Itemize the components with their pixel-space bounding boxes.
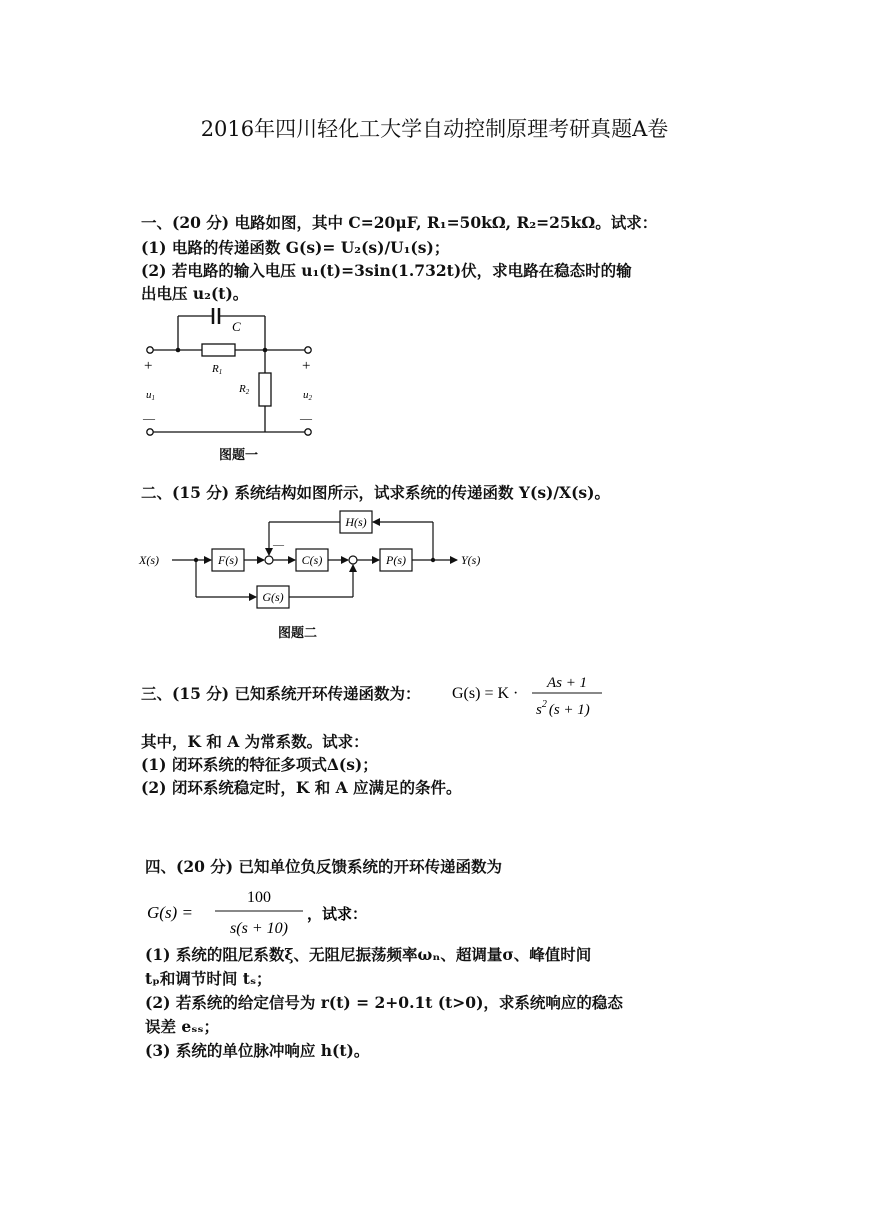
q4-line-7: (3) 系统的单位脉冲响应 h(t)。: [145, 1041, 370, 1060]
branch-dot-output: [431, 558, 435, 562]
q3-formula: [450, 670, 610, 722]
y-output-label: Y(s): [461, 553, 481, 567]
block-f: F(s): [218, 553, 238, 567]
block-g: G(s): [262, 590, 284, 604]
q4-formula-numerator: 100: [247, 889, 271, 906]
q1-line-4: 出电压 u₂(t)。: [141, 284, 249, 303]
q4-line-4: tₚ和调节时间 tₛ；: [145, 969, 272, 988]
junction-dot-left: [176, 348, 181, 353]
block-c: C(s): [301, 553, 323, 567]
block-p: P(s): [386, 553, 406, 567]
block-h: H(s): [345, 515, 367, 529]
junction-dot-right: [263, 348, 268, 353]
q4-line-3: (1) 系统的阻尼系数ξ、无阻尼振荡频率ωₙ、超调量σ、峰值时间: [145, 945, 592, 964]
q1-line-3: (2) 若电路的输入电压 u₁(t)=3sin(1.732t)伏，求电路在稳态时的输: [141, 261, 632, 280]
input-minus: —: [143, 411, 155, 425]
branch-dot-input: [194, 558, 198, 562]
figure-2-caption: 图题二: [278, 626, 318, 641]
q2-line-1: 二、(15 分) 系统结构如图所示，试求系统的传递函数 Y(s)/X(s)。: [141, 483, 610, 502]
r1-label: R1: [212, 363, 223, 376]
negative-sign: —: [273, 539, 284, 551]
block-diagram: [135, 505, 505, 615]
q4-formula-denominator: s(s + 10): [230, 920, 288, 937]
q4-formula: [145, 882, 445, 942]
q4-line-1: 四、(20 分) 已知单位负反馈系统的开环传递函数为: [145, 857, 503, 876]
capacitor-label: C: [232, 319, 241, 334]
circuit-diagram: [135, 300, 335, 445]
figure-1-caption: 图题一: [219, 448, 259, 463]
q1-line-1: 一、(20 分) 电路如图，其中 C=20μF, R₁=50kΩ, R₂=25kΩ。试求：: [141, 213, 658, 232]
q1-line-2: (1) 电路的传递函数 G(s)= U₂(s)/U₁(s)；: [141, 238, 450, 257]
q3-line-3: (1) 闭环系统的特征多项式Δ(s)；: [141, 755, 378, 774]
q3-formula-numerator: As + 1: [546, 675, 588, 691]
q4-formula-tail: ，试求：: [307, 907, 368, 923]
q4-line-6: 误差 eₛₛ；: [145, 1017, 219, 1036]
q3-lead: 三、(15 分) 已知系统开环传递函数为：: [141, 684, 421, 703]
q3-line-2: 其中，K 和 A 为常系数。试求：: [141, 732, 369, 751]
output-minus: —: [300, 411, 312, 425]
x-input-label: X(s): [139, 553, 159, 567]
q3-formula-denominator: $s^2$ (s + 1): [536, 699, 590, 718]
u2-label: u2: [303, 389, 312, 402]
input-plus: +: [144, 358, 153, 374]
u1-label: u1: [146, 389, 155, 402]
output-plus: +: [302, 358, 311, 374]
q4-formula-lhs: G(s) =: [147, 903, 193, 922]
q3-line-4: (2) 闭环系统稳定时，K 和 A 应满足的条件。: [141, 778, 462, 797]
r2-label: R2: [239, 383, 250, 396]
q3-formula-lhs: G(s) = K ·: [452, 685, 519, 702]
page-title: 2016年四川轻化工大学自动控制原理考研真题A卷: [200, 117, 669, 141]
q4-line-5: (2) 若系统的给定信号为 r(t) = 2+0.1t (t>0)，求系统响应的稳态: [145, 993, 623, 1012]
